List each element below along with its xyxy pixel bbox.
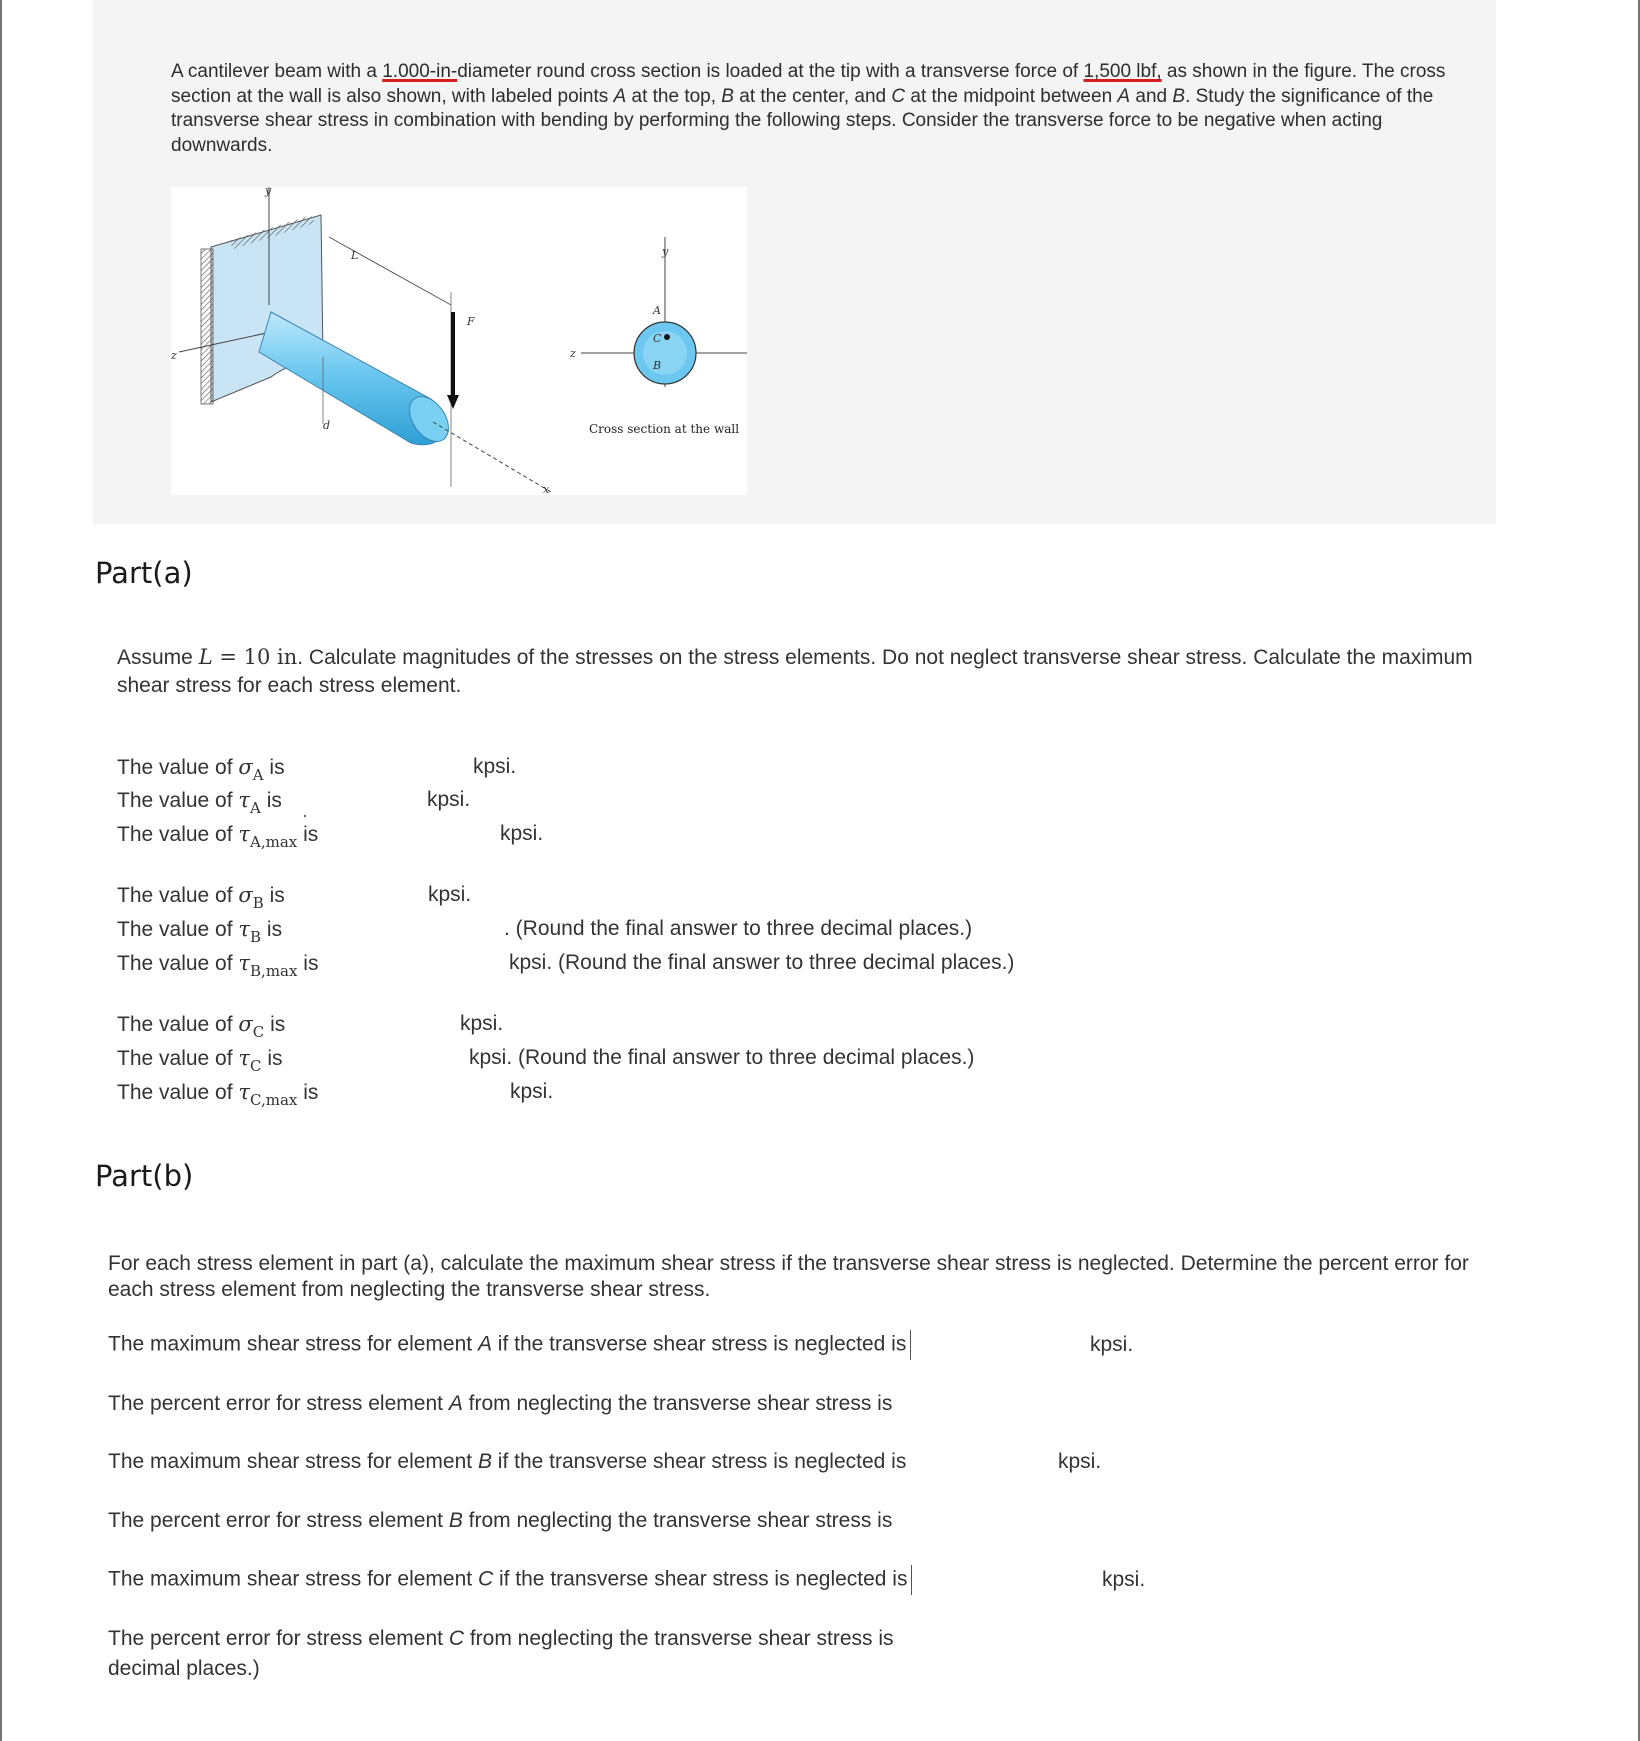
part-b-intro: For each stress element in part (a), calculate the maximum shear stress if the transverse shear stress is neglected. Determine the percent error for each stress element from neglecting the transverse shear stress. [108, 1252, 1469, 1301]
tau-c-label: The value of $\tau_C$ is [117, 1046, 283, 1075]
tau-b-max-label: The value of $\tau_{B,max}$ is [117, 951, 319, 980]
figure-label-L: L [351, 249, 359, 262]
tau-a-unit: kpsi. [427, 788, 471, 811]
cantilever-diagram [171, 187, 747, 495]
force-value: 1,500 lbf, [1083, 61, 1162, 82]
sigma-a-label: The value of $\sigma_A$ is [117, 755, 285, 784]
tau-b-max-unit: kpsi. (Round the final answer to three decimal places.) [509, 951, 1015, 974]
sigma-c-unit: kpsi. [460, 1012, 504, 1035]
tau-b-label: The value of $\tau_B$ is [117, 917, 283, 946]
cantilever-figure [171, 187, 747, 495]
max-shear-b-label: The maximum shear stress for element B if the transverse shear stress is neglected is [108, 1450, 907, 1473]
window-left-border [0, 0, 2, 1741]
diameter-value: 1.000-in- [382, 61, 458, 82]
wall-hatch [201, 249, 213, 404]
tau-a-label: The value of $\tau_A$ is [117, 788, 282, 817]
part-b-heading: Part(b) [95, 1159, 194, 1193]
cs-label-z: z [570, 347, 576, 360]
max-shear-c-label: The maximum shear stress for element C if the transverse shear stress is neglected is [108, 1565, 912, 1595]
artifact-dot [304, 815, 306, 817]
cs-label-C: C [653, 332, 662, 345]
figure-label-y: y [265, 187, 272, 197]
percent-error-c-label: The percent error for stress element C from neglecting the transverse shear stress is [108, 1627, 894, 1650]
sigma-b-unit: kpsi. [428, 883, 472, 906]
max-shear-a-unit: kpsi. [1090, 1333, 1134, 1356]
problem-statement: A cantilever beam with a 1.000-in-diameter round cross section is loaded at the tip with a transverse force of 1,500 lbf, as shown in the figure. The cross section at the wall is also shown, with labeled points A at the top, B at the center, and C at the midpoint between A and B. Study the significance of the transverse shear stress in combination with bending by performing the following steps. Consider the transverse force to be negative when acting downwards. [171, 61, 1446, 156]
cs-label-y: y [662, 245, 669, 258]
text-cursor [910, 1330, 911, 1360]
figure-label-z: z [171, 349, 177, 362]
sigma-c-label: The value of $\sigma_C$ is [117, 1012, 286, 1041]
tau-c-unit: kpsi. (Round the final answer to three decimal places.) [469, 1046, 975, 1069]
cross-section-caption: Cross section at the wall [589, 422, 740, 436]
point-c-marker [664, 334, 670, 340]
tau-a-max-unit: kpsi. [500, 822, 544, 845]
text-cursor-c [911, 1565, 912, 1595]
part-a-heading: Part(a) [95, 556, 193, 590]
percent-error-c-trailing: decimal places.) [108, 1657, 260, 1680]
tau-c-max-label: The value of $\tau_{C,max}$ is [117, 1080, 319, 1109]
tau-c-max-unit: kpsi. [510, 1080, 554, 1103]
percent-error-a-label: The percent error for stress element A from neglecting the transverse shear stress is [108, 1392, 893, 1415]
cs-label-A: A [653, 304, 661, 317]
cs-label-B: B [653, 359, 662, 372]
figure-label-F: F [467, 315, 475, 328]
sigma-b-label: The value of $\sigma_B$ is [117, 883, 285, 912]
tau-a-max-label: The value of $\tau_{A,max}$ is [117, 822, 319, 851]
max-shear-c-unit: kpsi. [1102, 1568, 1146, 1591]
percent-error-b-label: The percent error for stress element B from neglecting the transverse shear stress is [108, 1509, 893, 1532]
part-a-intro: Assume L = 10 in. Calculate magnitudes of the stresses on the stress elements. Do not neglect transverse shear stress. Calculate the maximum shear stress for each stress element. [117, 645, 1473, 697]
tau-b-unit: . (Round the final answer to three decimal places.) [504, 917, 973, 940]
max-shear-b-unit: kpsi. [1058, 1450, 1102, 1473]
sigma-a-unit: kpsi. [473, 755, 517, 778]
figure-label-d: d [323, 419, 331, 432]
max-shear-a-label: The maximum shear stress for element A if the transverse shear stress is neglected is [108, 1330, 911, 1360]
figure-label-x: x [543, 483, 550, 495]
